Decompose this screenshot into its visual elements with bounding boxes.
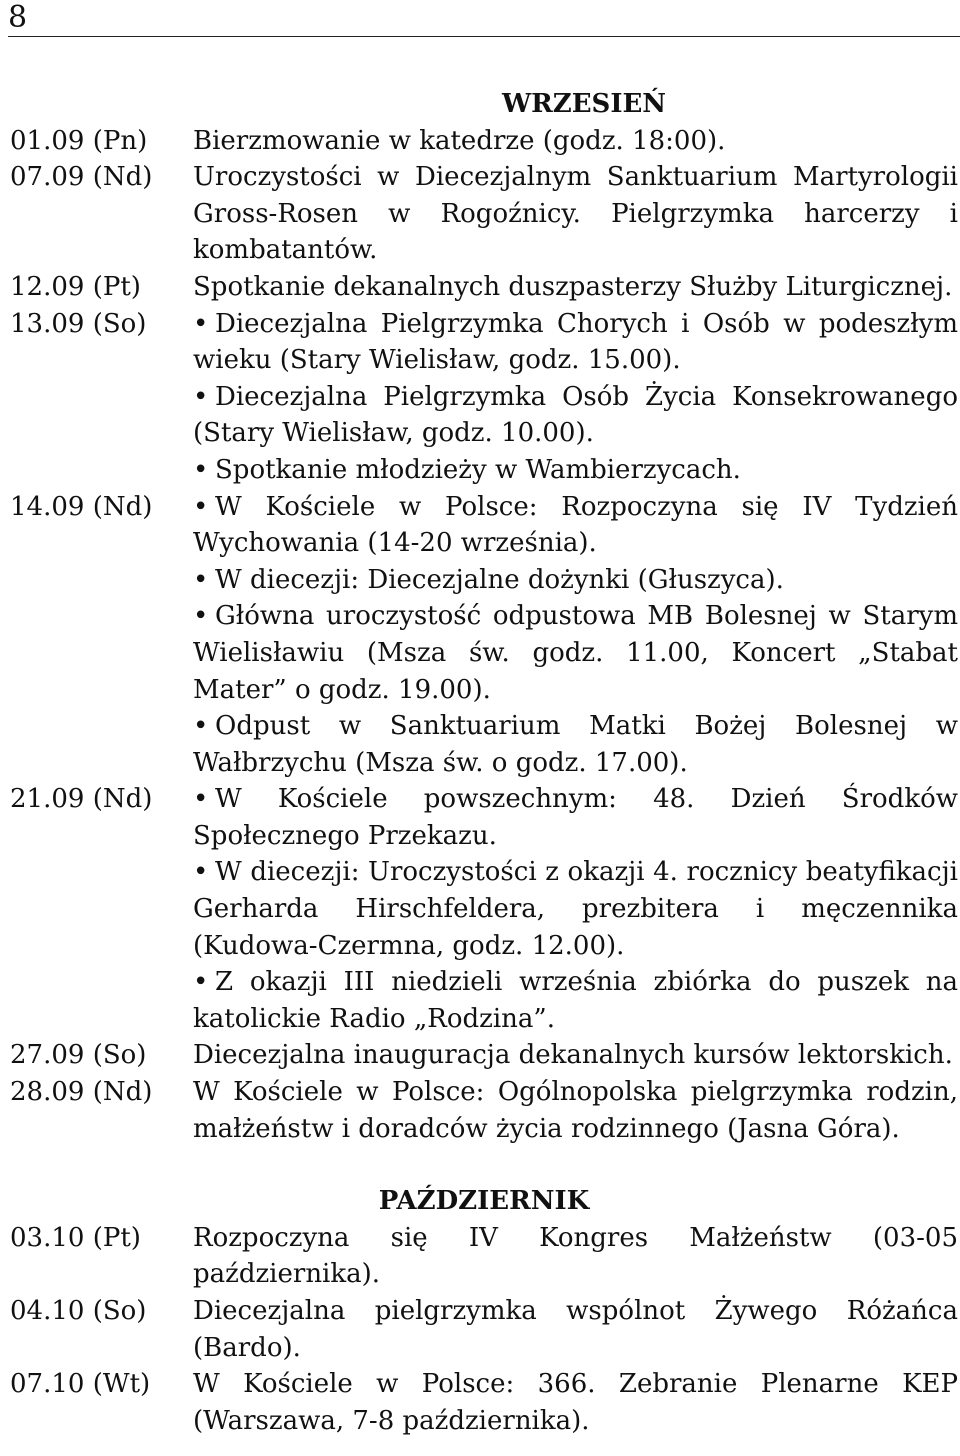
entry-line: Diecezjalna Pielgrzymka Chorych i Osób w podeszłym [215,308,958,339]
entry-date: 07.10 (Wt) [10,1369,151,1400]
entry-date: 28.09 (Nd) [10,1077,153,1108]
entry-line: wieku (Stary Wielisław, godz. 15.00). [193,345,681,376]
entry-line: Wielisławiu (Msza św. godz. 11.00, Koncert „Stabat [193,637,958,668]
bullet-item [193,489,958,562]
entry-description [193,123,958,160]
bullet-icon: • [193,491,209,522]
bullet-item [193,562,958,599]
entry-date: 01.09 (Pn) [10,125,148,156]
entry-line: Wałbrzychu (Msza św. o godz. 17.00). [193,747,688,778]
entry-date: 13.09 (So) [10,308,147,339]
entry-line: Główna uroczystość odpustowa MB Bolesnej w Starym [215,601,958,632]
entry-description [193,269,958,306]
entry-line: Mater” o godz. 19.00). [193,674,491,705]
bullet-item [193,708,958,781]
calendar-entry [10,159,958,269]
entry-line: (Bardo). [193,1332,301,1363]
entry-line: Diecezjalna Pielgrzymka Osób Życia Konsekrowanego [215,381,958,412]
entry-description [193,306,958,489]
entry-date: 27.09 (So) [10,1040,147,1071]
entry-line: Społecznego Przekazu. [193,820,497,851]
bullet-icon: • [193,967,209,998]
entry-date: 07.09 (Nd) [10,162,153,193]
entry-description [193,1074,958,1147]
september-entries [10,123,958,1148]
entry-line: Gerharda Hirschfeldera, prezbitera i męczennika [193,894,958,925]
entry-description [193,489,958,782]
calendar-entry [10,1366,958,1439]
entry-description [193,1037,958,1074]
bullet-icon: • [193,601,209,632]
bullet-icon: • [193,454,209,485]
bullet-item [193,452,958,489]
page-number: 8 [8,0,28,35]
month-title-october: PAŹDZIERNIK [378,1186,590,1217]
entry-line: Diecezjalna inauguracja dekanalnych kursów lektorskich. [193,1040,953,1071]
entry-line: W Kościele w Polsce: 366. Zebranie Plenarne KEP [193,1369,958,1400]
entry-date: 04.10 (So) [10,1296,147,1326]
entry-date: 14.09 (Nd) [10,491,153,522]
calendar-entry [10,489,958,782]
entry-description [193,159,958,269]
bullet-icon: • [193,308,209,339]
entry-line: Wychowania (14-20 września). [193,528,597,559]
bullet-icon: • [193,784,209,815]
entry-line: W Kościele powszechnym: 48. Dzień Środków [215,784,958,815]
bullet-item [193,781,958,854]
calendar-content [10,86,958,1439]
bullet-icon: • [193,857,209,888]
bullet-icon: • [193,381,209,412]
bullet-item [193,854,958,964]
bullet-icon: • [193,711,209,742]
entry-line: małżeństw i doradców życia rodzinnego (Jasna Góra). [193,1113,900,1144]
bullet-item [193,379,958,452]
entry-line: Rozpoczyna się IV Kongres Małżeństw (03-05 [193,1222,958,1253]
calendar-entry [10,1074,958,1147]
month-title-september: WRZESIEŃ [501,89,667,119]
entry-description [193,1220,958,1293]
entry-line: Odpust w Sanktuarium Matki Bożej Bolesnej w [215,711,958,742]
entry-line: (Warszawa, 7-8 października). [193,1405,590,1436]
bullet-item [193,964,958,1037]
calendar-entry [10,1220,958,1293]
entry-date: 12.09 (Pt) [10,271,141,302]
october-entries [10,1220,958,1440]
calendar-entry [10,781,958,1037]
entry-line: Uroczystości w Diecezjalnym Sanktuarium Martyrologii [193,162,958,193]
entry-line: października). [193,1259,381,1290]
entry-line: kombatantów. [193,235,378,266]
entry-line: Spotkanie młodzieży w Wambierzycach. [215,454,741,485]
entry-line: Spotkanie dekanalnych duszpasterzy Służby Liturgicznej. [193,271,953,302]
calendar-entry [10,269,958,306]
entry-description [193,1366,958,1439]
entry-description [193,781,958,1037]
entry-line: Diecezjalna pielgrzymka wspólnot Żywego Różańca [193,1296,958,1326]
calendar-entry [10,1037,958,1074]
entry-line: W diecezji: Diecezjalne dożynki (Głuszyca). [215,564,784,595]
header-rule [8,36,960,37]
entry-description [193,1293,958,1366]
calendar-entry [10,1293,958,1366]
entry-date: 03.10 (Pt) [10,1222,141,1253]
entry-line: W Kościele w Polsce: Ogólnopolska pielgrzymka rodzin, [193,1077,958,1108]
entry-line: katolickie Radio „Rodzina”. [193,1003,555,1034]
entry-line: Z okazji III niedzieli września zbiórka do puszek na [215,967,958,998]
entry-line: (Kudowa-Czermna, godz. 12.00). [193,930,625,961]
calendar-entry [10,123,958,160]
bullet-item [193,306,958,379]
entry-date: 21.09 (Nd) [10,784,153,815]
bullet-icon: • [193,564,209,595]
bullet-item [193,598,958,708]
entry-line: W Kościele w Polsce: Rozpoczyna się IV Tydzień [215,491,958,522]
entry-line: W diecezji: Uroczystości z okazji 4. rocznicy beatyfikacji [215,857,958,888]
entry-line: Bierzmowanie w katedrze (godz. 18:00). [193,125,726,156]
entry-line: (Stary Wielisław, godz. 10.00). [193,418,594,449]
calendar-entry [10,306,958,489]
entry-line: Gross-Rosen w Rogoźnicy. Pielgrzymka harcerzy i [193,198,958,229]
